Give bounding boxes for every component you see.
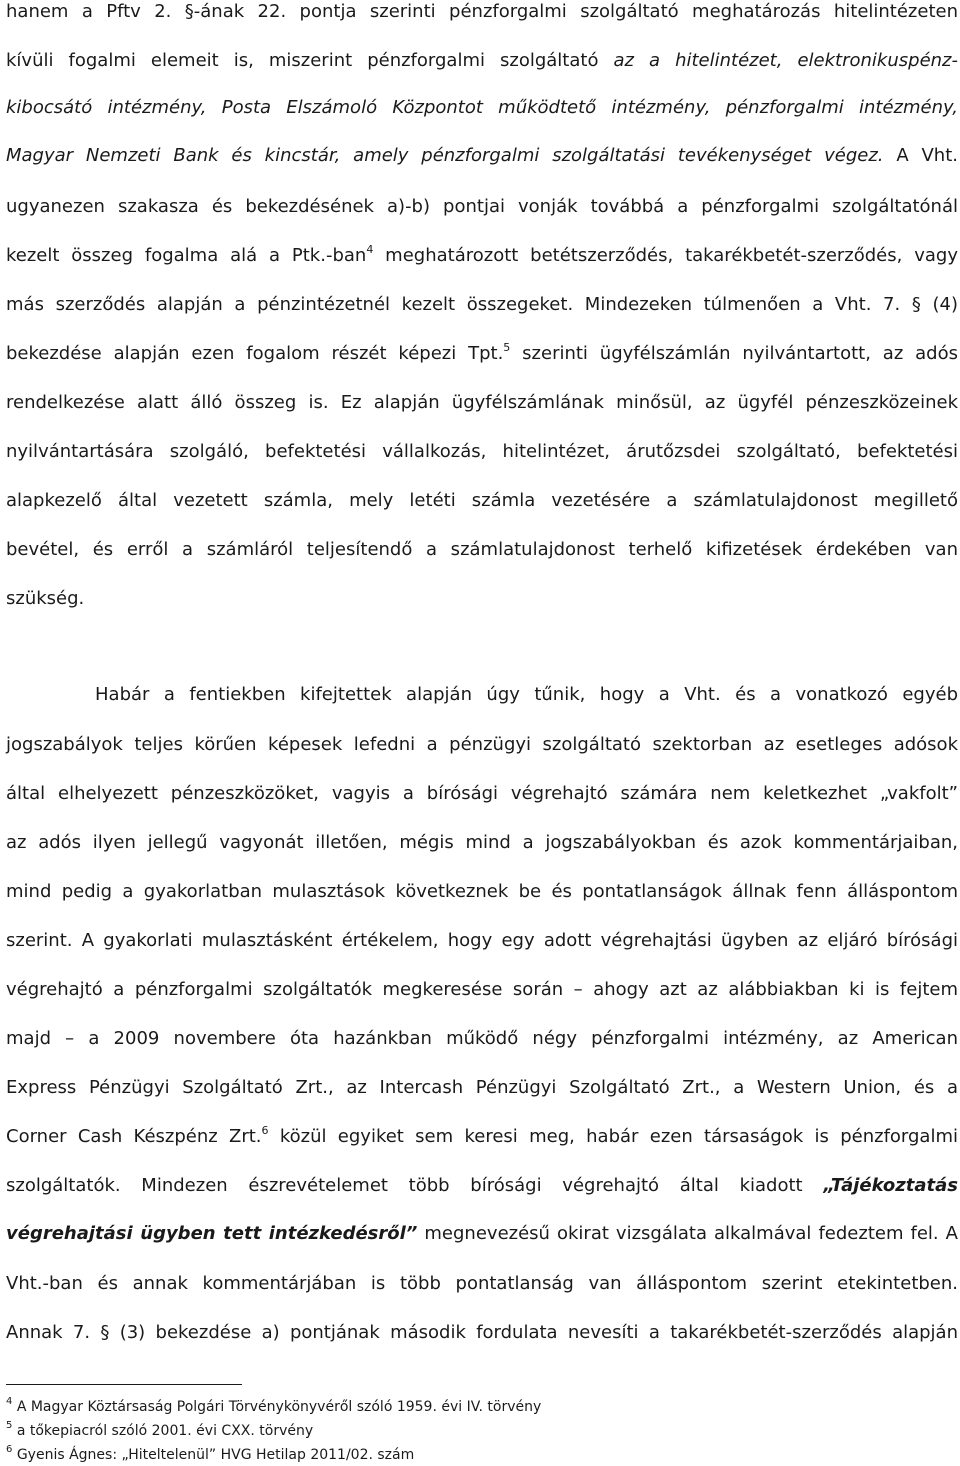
text-span: ugyanezen szakasza és bekezdésének a)-b) pontjai vonják továbbá a pénzforgalmi szolgáltatónál xyxy=(6,196,958,217)
body-line xyxy=(6,1174,958,1198)
body-line xyxy=(6,144,958,168)
body-line xyxy=(6,293,958,317)
body-line xyxy=(6,1125,958,1149)
body-line xyxy=(6,782,958,806)
body-line xyxy=(6,733,958,757)
body-line xyxy=(6,1222,958,1246)
body-line xyxy=(6,880,958,904)
footnote-text: a tőkepiacról szóló 2001. évi CXX. törvény xyxy=(16,1423,314,1439)
body-line xyxy=(6,538,958,562)
text-span: bekezdése alapján ezen fogalom részét képezi Tpt. xyxy=(6,343,504,364)
text-span: Vht.-ban és annak kommentárjában is több pontatlanság van álláspontom szerint etekintetben. xyxy=(6,1273,958,1294)
text-span: mind pedig a gyakorlatban mulasztások következnek be és pontatlanságok állnak fenn álláspontom xyxy=(6,881,958,902)
italic-text: végrehajtási ügyben tett intézkedésről” xyxy=(6,1223,418,1244)
footnote-separator xyxy=(6,1384,242,1385)
footnote-ref[interactable]: 5 xyxy=(503,341,511,354)
body-line xyxy=(6,1272,958,1296)
text-span: jogszabályok teljes körűen képesek lefedni a pénzügyi szolgáltató szektorban az esetleges adósok xyxy=(6,734,958,755)
footnote xyxy=(6,1398,706,1416)
text-span: kívüli fogalmi elemeit is, miszerint pénzforgalmi szolgáltató xyxy=(6,50,614,71)
italic-text: kibocsátó intézmény, Posta Elszámoló Központot működtető intézmény, pénzforgalmi intézmény, xyxy=(6,97,958,118)
text-span: bevétel, és erről a számláról teljesítendő a számlatulajdonost terhelő kifizetések érdekében van xyxy=(6,539,958,560)
text-span: nyilvántartására szolgáló, befektetési vállalkozás, hitelintézet, árutőzsdei szolgáltató, befektetési xyxy=(6,441,958,462)
footnote-ref[interactable]: 4 xyxy=(366,243,374,256)
body-line xyxy=(6,489,958,513)
body-line xyxy=(6,440,958,464)
footnote-text: Gyenis Ágnes: „Hiteltelenül” HVG Hetilap 2011/02. szám xyxy=(16,1447,415,1463)
text-span: kezelt összeg fogalma alá a Ptk.-ban xyxy=(6,245,367,266)
text-span: szükség. xyxy=(6,588,85,609)
text-span: Habár a fentiekben kifejtettek alapján úgy tűnik, hogy a Vht. és a vonatkozó egyéb xyxy=(95,684,958,705)
footnote-number: 5 xyxy=(6,1420,13,1431)
text-span: meghatározott betétszerződés, takarékbetét-szerződés, vagy xyxy=(373,245,958,266)
text-span: hanem a Pftv 2. §-ának 22. pontja szerinti pénzforgalmi szolgáltató meghatározás hitelintézeten xyxy=(6,1,958,22)
text-span: az adós ilyen jellegű vagyonát illetően, mégis mind a jogszabályokban és azok kommentárjaiban, xyxy=(6,832,958,853)
italic-text: „Tájékoztatás xyxy=(823,1175,958,1196)
text-span: alapkezelő által vezetett számla, mely letéti számla vezetésére a számlatulajdonost megillető xyxy=(6,490,958,511)
text-span: végrehajtó a pénzforgalmi szolgáltatók megkeresése során – ahogy azt az alábbiakban ki is fejtem xyxy=(6,979,958,1000)
text-span: A Vht. xyxy=(883,145,958,166)
body-line xyxy=(6,342,958,366)
footnote-number: 4 xyxy=(6,1396,13,1407)
text-span: közül egyiket sem keresi meg, habár ezen társaságok is pénzforgalmi xyxy=(268,1126,958,1147)
body-line xyxy=(6,587,958,611)
body-line xyxy=(6,391,958,415)
text-span: szolgáltatók. Mindezen észrevételemet több bírósági végrehajtó által kiadott xyxy=(6,1175,824,1196)
text-span: szerinti ügyfélszámlán nyilvántartott, az adós xyxy=(510,343,959,364)
body-line xyxy=(6,1027,958,1051)
body-line xyxy=(6,96,958,120)
body-line xyxy=(6,831,958,855)
body-line xyxy=(6,1076,958,1100)
text-span: rendelkezése alatt álló összeg is. Ez alapján ügyfélszámlának minősül, az ügyfél pénzeszközeinek xyxy=(6,392,958,413)
body-line xyxy=(6,195,958,219)
body-line xyxy=(6,244,958,268)
text-span: által elhelyezett pénzeszközöket, vagyis a bírósági végrehajtó számára nem keletkezhet „vakfolt” xyxy=(6,783,958,804)
footnote-text: A Magyar Köztársaság Polgári Törvénykönyvéről szóló 1959. évi IV. törvény xyxy=(16,1399,542,1415)
text-span: szerint. A gyakorlati mulasztásként értékelem, hogy egy adott végrehajtási ügyben az eljáró bírósági xyxy=(6,930,958,951)
body-line xyxy=(6,0,958,24)
footnote-number: 6 xyxy=(6,1444,13,1455)
text-span: majd – a 2009 novembere óta hazánkban működő négy pénzforgalmi intézmény, az American xyxy=(6,1028,958,1049)
body-line xyxy=(6,929,958,953)
text-span: Annak 7. § (3) bekezdése a) pontjának második fordulata nevesíti a takarékbetét-szerződés alapján xyxy=(6,1322,958,1343)
italic-text: az a hitelintézet, elektronikuspénz- xyxy=(613,50,958,71)
italic-text: Magyar Nemzeti Bank és kincstár, amely pénzforgalmi szolgáltatási tevékenységet végez. xyxy=(6,145,884,166)
body-line xyxy=(6,978,958,1002)
body-line xyxy=(95,683,958,707)
footnote-ref[interactable]: 6 xyxy=(261,1124,269,1137)
footnote xyxy=(6,1446,706,1464)
text-span: Corner Cash Készpénz Zrt. xyxy=(6,1126,262,1147)
body-line xyxy=(6,49,958,73)
text-span: Express Pénzügyi Szolgáltató Zrt., az Intercash Pénzügyi Szolgáltató Zrt., a Western Union, és a xyxy=(6,1077,958,1098)
text-span: más szerződés alapján a pénzintézetnél kezelt összegeket. Mindezeken túlmenően a Vht. 7. § (4) xyxy=(6,294,958,315)
text-span: megnevezésű okirat vizsgálata alkalmával fedeztem fel. A xyxy=(417,1223,958,1244)
body-line xyxy=(6,1321,958,1345)
footnote xyxy=(6,1422,706,1440)
